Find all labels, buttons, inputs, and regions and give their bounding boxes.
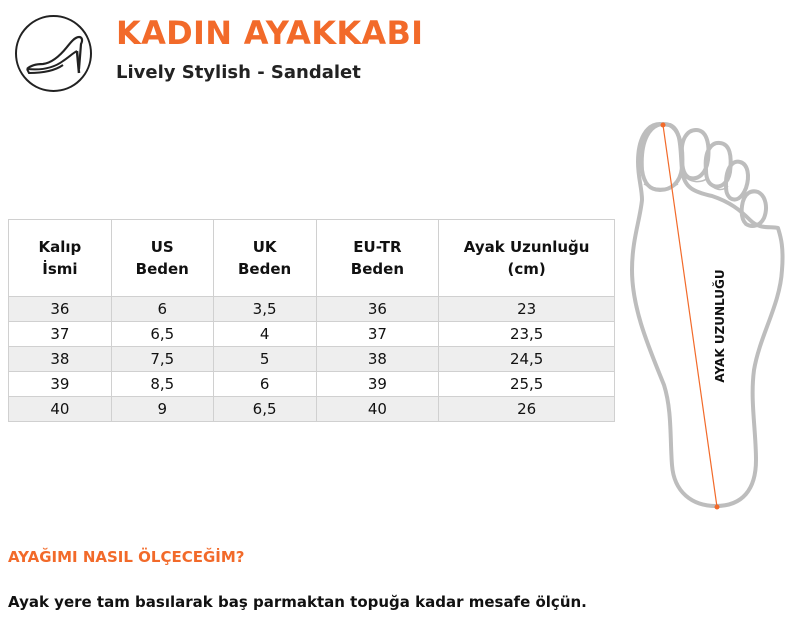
- table-cell: 5: [213, 347, 316, 372]
- column-header-line: Ayak Uzunluğu: [463, 238, 590, 256]
- table-row: [9, 397, 615, 422]
- column-header-line: (cm): [507, 260, 546, 278]
- table-cell: 36: [9, 297, 112, 322]
- table-cell: 7,5: [111, 347, 213, 372]
- table-cell: 26: [439, 397, 615, 422]
- column-header-uk: [213, 220, 316, 297]
- table-row: [9, 372, 615, 397]
- table-cell: 6: [213, 372, 316, 397]
- table-cell: 3,5: [213, 297, 316, 322]
- table-cell: 37: [316, 322, 439, 347]
- table-cell: 6,5: [111, 322, 213, 347]
- table-cell: 40: [316, 397, 439, 422]
- table-cell: 23: [439, 297, 615, 322]
- table-cell: 25,5: [439, 372, 615, 397]
- foot-diagram: [620, 110, 795, 515]
- table-cell: 38: [316, 347, 439, 372]
- column-header-line: Beden: [350, 260, 404, 278]
- logo-badge: [15, 15, 92, 92]
- howto-question: AYAĞIMI NASIL ÖLÇECEĞİM?: [8, 548, 245, 566]
- column-header-line: UK: [252, 238, 277, 256]
- table-cell: 37: [9, 322, 112, 347]
- table-cell: 6: [111, 297, 213, 322]
- column-header-eu-tr: [316, 220, 439, 297]
- product-subtitle: Lively Stylish - Sandalet: [116, 62, 361, 83]
- table-cell: 39: [9, 372, 112, 397]
- column-header-foot-length: [439, 220, 615, 297]
- column-header-line: US: [150, 238, 174, 256]
- table-cell: 36: [316, 297, 439, 322]
- size-table: [8, 219, 615, 422]
- table-cell: 9: [111, 397, 213, 422]
- high-heel-shoe-icon: [17, 17, 94, 94]
- table-cell: 39: [316, 372, 439, 397]
- howto-answer: Ayak yere tam basılarak baş parmaktan topuğa kadar mesafe ölçün.: [8, 593, 587, 611]
- table-row: [9, 297, 615, 322]
- table-row: [9, 347, 615, 372]
- foot-outline-icon: [620, 110, 795, 515]
- column-header-line: Kalıp: [38, 238, 82, 256]
- column-header-kalip: [9, 220, 112, 297]
- table-cell: 38: [9, 347, 112, 372]
- table-cell: 6,5: [213, 397, 316, 422]
- table-row: [9, 322, 615, 347]
- column-header-line: Beden: [237, 260, 292, 278]
- table-cell: 40: [9, 397, 112, 422]
- table-cell: 4: [213, 322, 316, 347]
- column-header-line: EU-TR: [353, 238, 402, 256]
- table-header-row: [9, 220, 615, 297]
- page-title: KADIN AYAKKABI: [116, 14, 424, 52]
- table-cell: 8,5: [111, 372, 213, 397]
- table-cell: 24,5: [439, 347, 615, 372]
- column-header-us: [111, 220, 213, 297]
- column-header-line: İsmi: [42, 260, 78, 278]
- table-cell: 23,5: [439, 322, 615, 347]
- foot-length-label: AYAK UZUNLUĞU: [713, 269, 727, 383]
- column-header-line: Beden: [135, 260, 189, 278]
